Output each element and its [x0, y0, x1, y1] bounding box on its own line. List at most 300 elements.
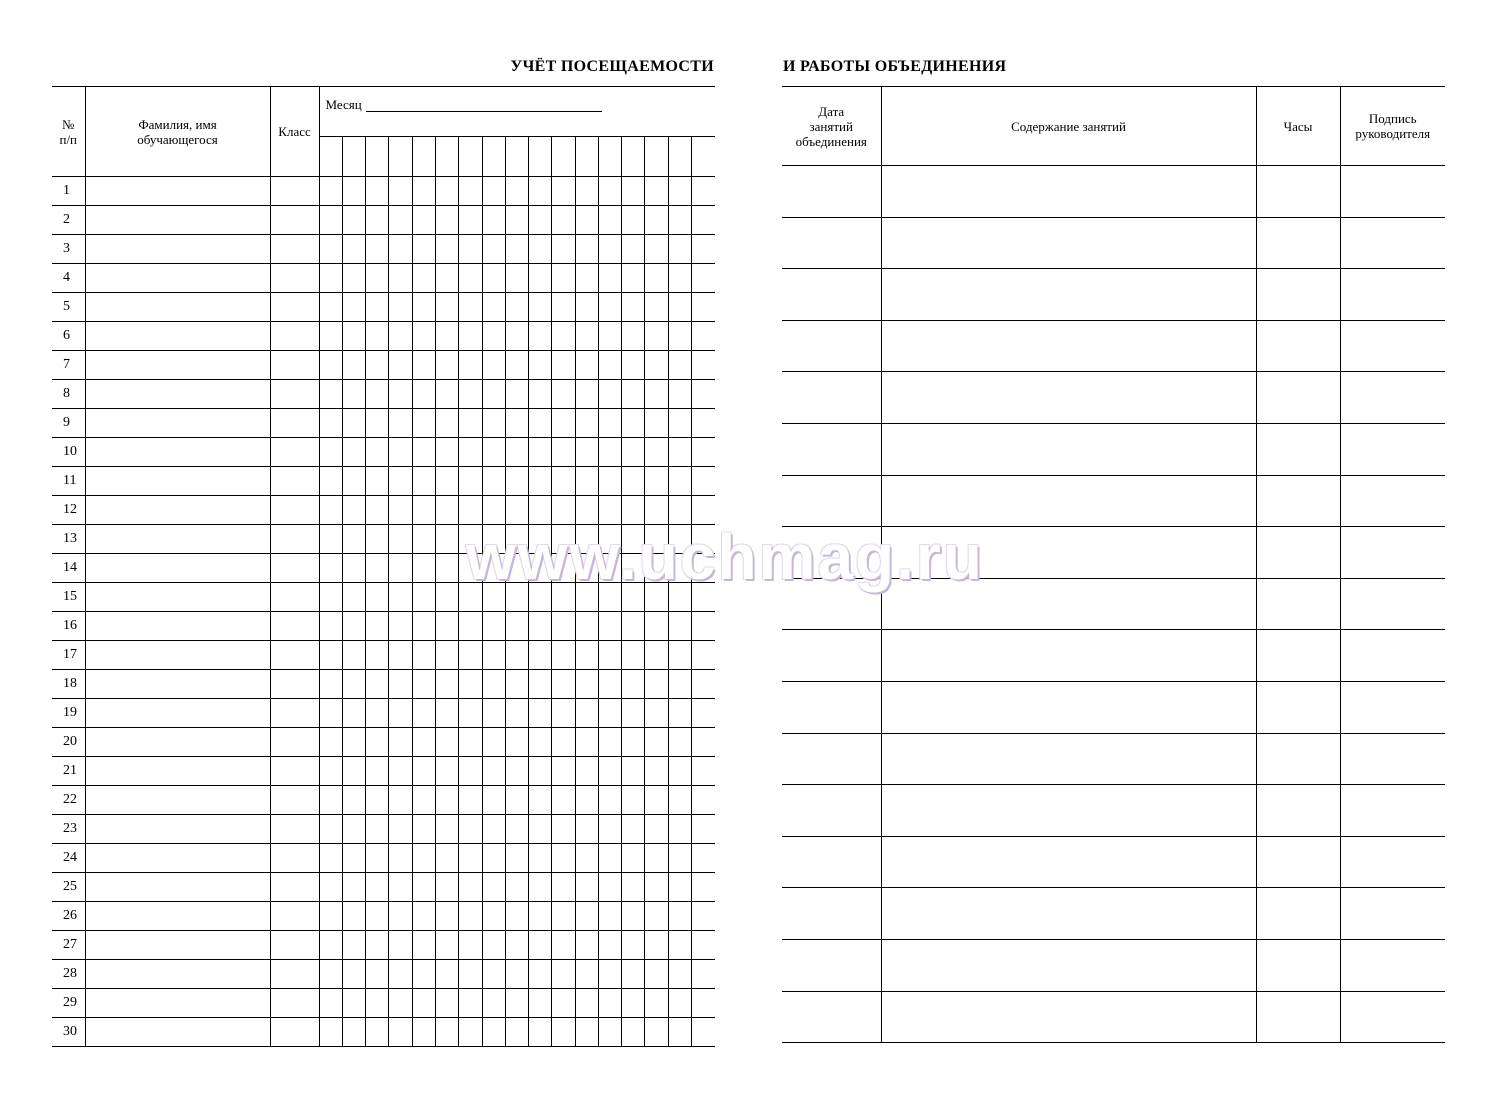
attendance-cell[interactable] — [366, 989, 389, 1018]
attendance-cell[interactable] — [505, 902, 528, 931]
attendance-cell[interactable] — [668, 409, 691, 438]
attendance-cell[interactable] — [319, 496, 342, 525]
attendance-cell[interactable] — [505, 989, 528, 1018]
class-cell[interactable] — [270, 1018, 319, 1047]
class-cell[interactable] — [270, 612, 319, 641]
attendance-cell[interactable] — [575, 554, 598, 583]
attendance-cell[interactable] — [412, 322, 435, 351]
attendance-cell[interactable] — [342, 815, 365, 844]
signature-cell[interactable] — [1340, 423, 1445, 475]
attendance-cell[interactable] — [692, 786, 715, 815]
attendance-cell[interactable] — [459, 177, 482, 206]
attendance-cell[interactable] — [389, 351, 412, 380]
attendance-cell[interactable] — [319, 583, 342, 612]
attendance-cell[interactable] — [598, 554, 621, 583]
attendance-cell[interactable] — [319, 641, 342, 670]
signature-cell[interactable] — [1340, 630, 1445, 682]
class-cell[interactable] — [270, 235, 319, 264]
attendance-cell[interactable] — [575, 699, 598, 728]
attendance-cell[interactable] — [645, 989, 668, 1018]
date-cell[interactable] — [782, 527, 881, 579]
attendance-cell[interactable] — [529, 409, 552, 438]
attendance-cell[interactable] — [342, 467, 365, 496]
attendance-cell[interactable] — [645, 409, 668, 438]
student-name-cell[interactable] — [85, 583, 270, 612]
day-header-cell[interactable] — [575, 137, 598, 177]
content-cell[interactable] — [881, 217, 1256, 269]
attendance-cell[interactable] — [366, 641, 389, 670]
attendance-cell[interactable] — [598, 322, 621, 351]
attendance-cell[interactable] — [552, 1018, 575, 1047]
student-name-cell[interactable] — [85, 293, 270, 322]
attendance-cell[interactable] — [342, 496, 365, 525]
attendance-cell[interactable] — [342, 757, 365, 786]
attendance-cell[interactable] — [319, 1018, 342, 1047]
attendance-cell[interactable] — [529, 525, 552, 554]
student-name-cell[interactable] — [85, 699, 270, 728]
student-name-cell[interactable] — [85, 989, 270, 1018]
class-cell[interactable] — [270, 380, 319, 409]
attendance-cell[interactable] — [622, 641, 645, 670]
signature-cell[interactable] — [1340, 269, 1445, 321]
attendance-cell[interactable] — [622, 815, 645, 844]
attendance-cell[interactable] — [319, 815, 342, 844]
attendance-cell[interactable] — [459, 525, 482, 554]
attendance-cell[interactable] — [412, 409, 435, 438]
attendance-cell[interactable] — [692, 293, 715, 322]
attendance-cell[interactable] — [692, 815, 715, 844]
attendance-cell[interactable] — [482, 989, 505, 1018]
attendance-cell[interactable] — [598, 670, 621, 699]
attendance-cell[interactable] — [622, 873, 645, 902]
attendance-cell[interactable] — [622, 467, 645, 496]
attendance-cell[interactable] — [622, 728, 645, 757]
attendance-cell[interactable] — [622, 583, 645, 612]
attendance-cell[interactable] — [435, 931, 458, 960]
attendance-cell[interactable] — [482, 177, 505, 206]
attendance-cell[interactable] — [342, 206, 365, 235]
attendance-cell[interactable] — [435, 206, 458, 235]
attendance-cell[interactable] — [598, 525, 621, 554]
attendance-cell[interactable] — [435, 844, 458, 873]
attendance-cell[interactable] — [598, 351, 621, 380]
attendance-cell[interactable] — [575, 786, 598, 815]
attendance-cell[interactable] — [505, 525, 528, 554]
attendance-cell[interactable] — [668, 554, 691, 583]
attendance-cell[interactable] — [575, 728, 598, 757]
date-cell[interactable] — [782, 269, 881, 321]
attendance-cell[interactable] — [505, 235, 528, 264]
attendance-cell[interactable] — [692, 351, 715, 380]
attendance-cell[interactable] — [622, 264, 645, 293]
student-name-cell[interactable] — [85, 960, 270, 989]
attendance-cell[interactable] — [622, 989, 645, 1018]
attendance-cell[interactable] — [529, 293, 552, 322]
attendance-cell[interactable] — [505, 554, 528, 583]
attendance-cell[interactable] — [645, 902, 668, 931]
attendance-cell[interactable] — [692, 438, 715, 467]
attendance-cell[interactable] — [692, 931, 715, 960]
attendance-cell[interactable] — [622, 670, 645, 699]
attendance-cell[interactable] — [575, 815, 598, 844]
attendance-cell[interactable] — [668, 177, 691, 206]
attendance-cell[interactable] — [482, 960, 505, 989]
attendance-cell[interactable] — [319, 612, 342, 641]
attendance-cell[interactable] — [622, 525, 645, 554]
attendance-cell[interactable] — [505, 786, 528, 815]
attendance-cell[interactable] — [342, 583, 365, 612]
attendance-cell[interactable] — [575, 873, 598, 902]
attendance-cell[interactable] — [435, 786, 458, 815]
attendance-cell[interactable] — [692, 177, 715, 206]
attendance-cell[interactable] — [645, 177, 668, 206]
date-cell[interactable] — [782, 630, 881, 682]
attendance-cell[interactable] — [575, 757, 598, 786]
attendance-cell[interactable] — [482, 496, 505, 525]
attendance-cell[interactable] — [482, 670, 505, 699]
attendance-cell[interactable] — [552, 699, 575, 728]
attendance-cell[interactable] — [459, 380, 482, 409]
attendance-cell[interactable] — [645, 931, 668, 960]
attendance-cell[interactable] — [389, 670, 412, 699]
attendance-cell[interactable] — [505, 757, 528, 786]
attendance-cell[interactable] — [575, 1018, 598, 1047]
date-cell[interactable] — [782, 681, 881, 733]
attendance-cell[interactable] — [598, 786, 621, 815]
attendance-cell[interactable] — [622, 293, 645, 322]
attendance-cell[interactable] — [412, 264, 435, 293]
hours-cell[interactable] — [1256, 991, 1340, 1043]
attendance-cell[interactable] — [482, 322, 505, 351]
class-cell[interactable] — [270, 177, 319, 206]
date-cell[interactable] — [782, 475, 881, 527]
attendance-cell[interactable] — [459, 438, 482, 467]
attendance-cell[interactable] — [529, 380, 552, 409]
attendance-cell[interactable] — [459, 815, 482, 844]
attendance-cell[interactable] — [598, 409, 621, 438]
attendance-cell[interactable] — [342, 786, 365, 815]
date-cell[interactable] — [782, 372, 881, 424]
attendance-cell[interactable] — [552, 351, 575, 380]
attendance-cell[interactable] — [389, 815, 412, 844]
attendance-cell[interactable] — [645, 960, 668, 989]
attendance-cell[interactable] — [459, 960, 482, 989]
attendance-cell[interactable] — [389, 496, 412, 525]
attendance-cell[interactable] — [435, 1018, 458, 1047]
attendance-cell[interactable] — [366, 757, 389, 786]
attendance-cell[interactable] — [505, 380, 528, 409]
signature-cell[interactable] — [1340, 836, 1445, 888]
attendance-cell[interactable] — [622, 496, 645, 525]
attendance-cell[interactable] — [389, 264, 412, 293]
attendance-cell[interactable] — [412, 786, 435, 815]
student-name-cell[interactable] — [85, 351, 270, 380]
attendance-cell[interactable] — [459, 699, 482, 728]
attendance-cell[interactable] — [505, 728, 528, 757]
attendance-cell[interactable] — [342, 1018, 365, 1047]
content-cell[interactable] — [881, 166, 1256, 218]
attendance-cell[interactable] — [505, 438, 528, 467]
attendance-cell[interactable] — [505, 583, 528, 612]
hours-cell[interactable] — [1256, 733, 1340, 785]
content-cell[interactable] — [881, 578, 1256, 630]
content-cell[interactable] — [881, 939, 1256, 991]
attendance-cell[interactable] — [529, 177, 552, 206]
attendance-cell[interactable] — [575, 960, 598, 989]
date-cell[interactable] — [782, 217, 881, 269]
attendance-cell[interactable] — [622, 612, 645, 641]
attendance-cell[interactable] — [645, 351, 668, 380]
attendance-cell[interactable] — [668, 786, 691, 815]
content-cell[interactable] — [881, 785, 1256, 837]
attendance-cell[interactable] — [459, 670, 482, 699]
attendance-cell[interactable] — [435, 728, 458, 757]
attendance-cell[interactable] — [342, 699, 365, 728]
attendance-cell[interactable] — [645, 873, 668, 902]
day-header-cell[interactable] — [505, 137, 528, 177]
attendance-cell[interactable] — [598, 960, 621, 989]
attendance-cell[interactable] — [319, 873, 342, 902]
attendance-cell[interactable] — [505, 206, 528, 235]
attendance-cell[interactable] — [668, 322, 691, 351]
attendance-cell[interactable] — [505, 815, 528, 844]
attendance-cell[interactable] — [342, 873, 365, 902]
attendance-cell[interactable] — [668, 699, 691, 728]
attendance-cell[interactable] — [459, 786, 482, 815]
signature-cell[interactable] — [1340, 939, 1445, 991]
attendance-cell[interactable] — [389, 931, 412, 960]
attendance-cell[interactable] — [645, 554, 668, 583]
date-cell[interactable] — [782, 166, 881, 218]
day-header-cell[interactable] — [692, 137, 715, 177]
day-header-cell[interactable] — [459, 137, 482, 177]
attendance-cell[interactable] — [482, 438, 505, 467]
class-cell[interactable] — [270, 989, 319, 1018]
day-header-cell[interactable] — [622, 137, 645, 177]
attendance-cell[interactable] — [435, 699, 458, 728]
attendance-cell[interactable] — [412, 525, 435, 554]
class-cell[interactable] — [270, 873, 319, 902]
attendance-cell[interactable] — [552, 554, 575, 583]
attendance-cell[interactable] — [435, 670, 458, 699]
content-cell[interactable] — [881, 733, 1256, 785]
signature-cell[interactable] — [1340, 578, 1445, 630]
attendance-cell[interactable] — [412, 931, 435, 960]
attendance-cell[interactable] — [389, 844, 412, 873]
date-cell[interactable] — [782, 939, 881, 991]
student-name-cell[interactable] — [85, 1018, 270, 1047]
attendance-cell[interactable] — [598, 699, 621, 728]
attendance-cell[interactable] — [598, 467, 621, 496]
attendance-cell[interactable] — [505, 1018, 528, 1047]
attendance-cell[interactable] — [692, 496, 715, 525]
attendance-cell[interactable] — [412, 902, 435, 931]
content-cell[interactable] — [881, 527, 1256, 579]
student-name-cell[interactable] — [85, 525, 270, 554]
attendance-cell[interactable] — [505, 177, 528, 206]
attendance-cell[interactable] — [389, 554, 412, 583]
attendance-cell[interactable] — [412, 380, 435, 409]
attendance-cell[interactable] — [575, 583, 598, 612]
attendance-cell[interactable] — [575, 467, 598, 496]
attendance-cell[interactable] — [598, 496, 621, 525]
attendance-cell[interactable] — [622, 322, 645, 351]
attendance-cell[interactable] — [505, 873, 528, 902]
attendance-cell[interactable] — [389, 699, 412, 728]
day-header-cell[interactable] — [342, 137, 365, 177]
attendance-cell[interactable] — [529, 960, 552, 989]
attendance-cell[interactable] — [505, 670, 528, 699]
attendance-cell[interactable] — [412, 206, 435, 235]
attendance-cell[interactable] — [412, 670, 435, 699]
attendance-cell[interactable] — [319, 786, 342, 815]
attendance-cell[interactable] — [645, 206, 668, 235]
date-cell[interactable] — [782, 991, 881, 1043]
class-cell[interactable] — [270, 525, 319, 554]
class-cell[interactable] — [270, 467, 319, 496]
attendance-cell[interactable] — [342, 902, 365, 931]
attendance-cell[interactable] — [342, 554, 365, 583]
attendance-cell[interactable] — [459, 844, 482, 873]
attendance-cell[interactable] — [552, 641, 575, 670]
attendance-cell[interactable] — [459, 496, 482, 525]
class-cell[interactable] — [270, 583, 319, 612]
attendance-cell[interactable] — [366, 873, 389, 902]
day-header-cell[interactable] — [319, 137, 342, 177]
student-name-cell[interactable] — [85, 815, 270, 844]
student-name-cell[interactable] — [85, 438, 270, 467]
attendance-cell[interactable] — [692, 380, 715, 409]
attendance-cell[interactable] — [389, 467, 412, 496]
student-name-cell[interactable] — [85, 670, 270, 699]
attendance-cell[interactable] — [529, 670, 552, 699]
hours-cell[interactable] — [1256, 939, 1340, 991]
attendance-cell[interactable] — [645, 293, 668, 322]
attendance-cell[interactable] — [459, 409, 482, 438]
day-header-cell[interactable] — [645, 137, 668, 177]
class-cell[interactable] — [270, 438, 319, 467]
attendance-cell[interactable] — [482, 467, 505, 496]
attendance-cell[interactable] — [366, 960, 389, 989]
student-name-cell[interactable] — [85, 496, 270, 525]
attendance-cell[interactable] — [668, 641, 691, 670]
class-cell[interactable] — [270, 728, 319, 757]
attendance-cell[interactable] — [552, 264, 575, 293]
attendance-cell[interactable] — [529, 264, 552, 293]
student-name-cell[interactable] — [85, 844, 270, 873]
attendance-cell[interactable] — [482, 902, 505, 931]
attendance-cell[interactable] — [505, 322, 528, 351]
attendance-cell[interactable] — [389, 235, 412, 264]
attendance-cell[interactable] — [412, 815, 435, 844]
attendance-cell[interactable] — [412, 612, 435, 641]
attendance-cell[interactable] — [482, 786, 505, 815]
attendance-cell[interactable] — [552, 757, 575, 786]
attendance-cell[interactable] — [319, 438, 342, 467]
attendance-cell[interactable] — [342, 525, 365, 554]
attendance-cell[interactable] — [645, 525, 668, 554]
attendance-cell[interactable] — [366, 1018, 389, 1047]
attendance-cell[interactable] — [668, 293, 691, 322]
attendance-cell[interactable] — [529, 438, 552, 467]
attendance-cell[interactable] — [529, 496, 552, 525]
attendance-cell[interactable] — [552, 177, 575, 206]
student-name-cell[interactable] — [85, 786, 270, 815]
attendance-cell[interactable] — [552, 467, 575, 496]
student-name-cell[interactable] — [85, 931, 270, 960]
attendance-cell[interactable] — [389, 989, 412, 1018]
attendance-cell[interactable] — [366, 583, 389, 612]
attendance-cell[interactable] — [389, 960, 412, 989]
class-cell[interactable] — [270, 960, 319, 989]
student-name-cell[interactable] — [85, 728, 270, 757]
attendance-cell[interactable] — [412, 496, 435, 525]
attendance-cell[interactable] — [598, 873, 621, 902]
signature-cell[interactable] — [1340, 217, 1445, 269]
attendance-cell[interactable] — [389, 438, 412, 467]
attendance-cell[interactable] — [692, 322, 715, 351]
attendance-cell[interactable] — [645, 670, 668, 699]
attendance-cell[interactable] — [622, 699, 645, 728]
attendance-cell[interactable] — [645, 467, 668, 496]
attendance-cell[interactable] — [668, 931, 691, 960]
class-cell[interactable] — [270, 902, 319, 931]
attendance-cell[interactable] — [575, 931, 598, 960]
class-cell[interactable] — [270, 699, 319, 728]
attendance-cell[interactable] — [575, 438, 598, 467]
attendance-cell[interactable] — [668, 844, 691, 873]
attendance-cell[interactable] — [482, 351, 505, 380]
attendance-cell[interactable] — [319, 322, 342, 351]
attendance-cell[interactable] — [412, 699, 435, 728]
month-field[interactable] — [319, 87, 715, 137]
attendance-cell[interactable] — [482, 757, 505, 786]
attendance-cell[interactable] — [668, 380, 691, 409]
attendance-cell[interactable] — [459, 1018, 482, 1047]
attendance-cell[interactable] — [412, 728, 435, 757]
hours-cell[interactable] — [1256, 836, 1340, 888]
class-cell[interactable] — [270, 351, 319, 380]
day-header-cell[interactable] — [529, 137, 552, 177]
attendance-cell[interactable] — [598, 728, 621, 757]
attendance-cell[interactable] — [482, 699, 505, 728]
attendance-cell[interactable] — [692, 1018, 715, 1047]
attendance-cell[interactable] — [435, 496, 458, 525]
attendance-cell[interactable] — [412, 293, 435, 322]
class-cell[interactable] — [270, 554, 319, 583]
attendance-cell[interactable] — [529, 728, 552, 757]
attendance-cell[interactable] — [622, 844, 645, 873]
content-cell[interactable] — [881, 888, 1256, 940]
attendance-cell[interactable] — [552, 380, 575, 409]
attendance-cell[interactable] — [482, 293, 505, 322]
attendance-cell[interactable] — [668, 728, 691, 757]
attendance-cell[interactable] — [645, 844, 668, 873]
attendance-cell[interactable] — [575, 235, 598, 264]
attendance-cell[interactable] — [342, 641, 365, 670]
attendance-cell[interactable] — [389, 873, 412, 902]
attendance-cell[interactable] — [366, 293, 389, 322]
attendance-cell[interactable] — [622, 177, 645, 206]
attendance-cell[interactable] — [575, 496, 598, 525]
student-name-cell[interactable] — [85, 757, 270, 786]
attendance-cell[interactable] — [552, 873, 575, 902]
attendance-cell[interactable] — [622, 206, 645, 235]
attendance-cell[interactable] — [598, 641, 621, 670]
content-cell[interactable] — [881, 372, 1256, 424]
attendance-cell[interactable] — [389, 902, 412, 931]
attendance-cell[interactable] — [459, 612, 482, 641]
